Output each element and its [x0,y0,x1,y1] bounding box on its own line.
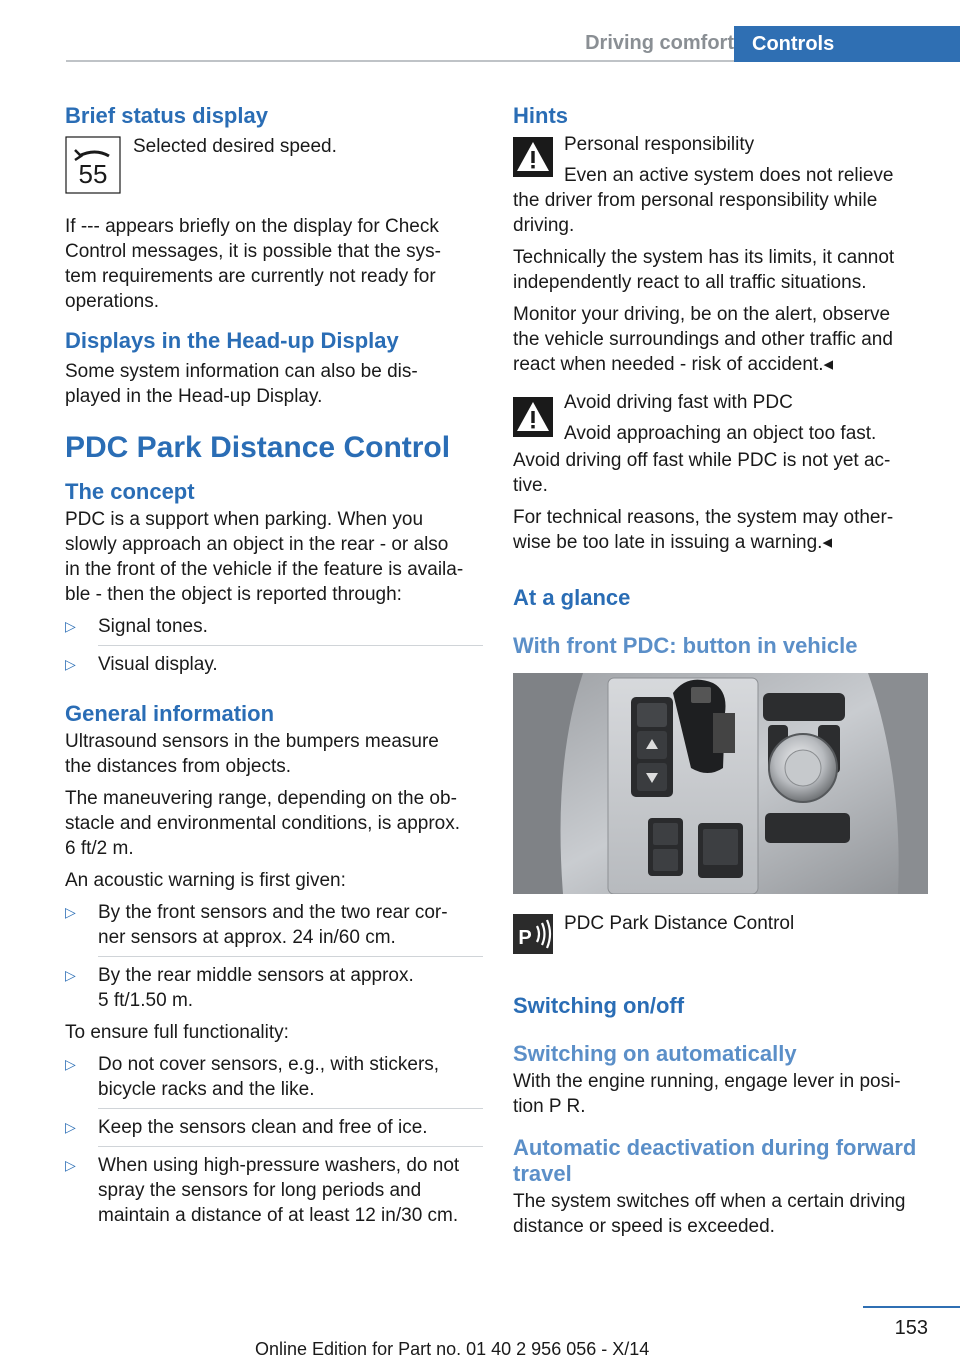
speed-display-value: 55 [78,159,108,189]
warning-triangle-icon [513,397,553,446]
triangle-bullet-icon: ▷ [65,1056,76,1072]
page-number: 153 [894,1317,928,1339]
list-divider [98,956,483,957]
text-line: 6 ft/2 m. [65,838,134,859]
hint1-p3 [513,302,931,377]
pdc-title: PDC Park Distance Control [65,431,451,464]
text-line: spray the sensors for long periods and [98,1180,422,1201]
text-line: operations. [65,291,160,312]
pdc-button-label: PDC Park Distance Control [564,913,795,934]
hint1-row [513,134,931,188]
pdc-button-row [513,914,931,959]
hint2-head [564,390,876,446]
list-item-text [98,900,448,950]
svg-text:P: P [518,927,532,949]
text-line: bicycle racks and the like. [98,1079,315,1100]
hint2-title: Avoid driving fast with PDC [564,392,793,413]
hint1-p2 [513,245,931,295]
text-line: Ultrasound sensors in the bumpers measure [65,731,439,752]
text-line: By the front sensors and the two rear cor‐ [98,902,448,923]
ensure-list [65,1052,483,1228]
text-line: PDC is a support when parking. When you [65,509,424,530]
text-line: Automatic deactivation during forward [513,1135,917,1160]
concept-title: The concept [65,479,195,504]
list-divider [98,1108,483,1109]
left-column [65,100,483,1228]
text-line: driving. [513,215,575,236]
footer-rule [863,1306,960,1308]
header-section: Driving comfort [585,32,734,54]
text-line: slowly approach an object in the rear - or also [65,534,449,555]
text-line: distance or speed is exceeded. [513,1216,775,1237]
text-line: When using high-pressure washers, do not [98,1155,460,1176]
list-divider [98,1146,483,1147]
list-item-text [98,1153,459,1228]
text-line: wise be too late in issuing a warning.◂ [513,532,832,553]
right-column [513,100,931,1239]
text-line: Avoid approaching an object too fast. [564,423,877,444]
text-line: Even an active system does not relieve [564,165,894,186]
acoustic-list [65,900,483,1013]
text-line: stacle and environmental conditions, is approx. [65,813,461,834]
text-line: the distances from objects. [65,756,291,777]
text-line: The system switches off when a certain driving [513,1191,906,1212]
page-header [66,26,960,62]
list-item-text: Visual display. [98,654,218,675]
text-line: maintain a distance of at least 12 in/30 cm. [98,1205,459,1226]
hint1-title: Personal responsibility [564,134,755,155]
list-item [65,614,483,639]
concept-text [65,507,483,607]
check-control-text [65,214,483,314]
auto-on-title: Switching on automatically [513,1041,797,1066]
list-item [65,900,483,950]
triangle-bullet-icon: ▷ [65,1157,76,1173]
warning-triangle-icon [513,137,553,188]
triangle-bullet-icon: ▷ [65,904,76,920]
brief-status-desc: Selected desired speed. [133,136,337,157]
concept-list [65,614,483,677]
brief-status-title: Brief status display [65,103,268,128]
text-line: Some system information can also be dis‐ [65,361,418,382]
triangle-bullet-icon: ▷ [65,618,76,634]
text-line: 5 ft/1.50 m. [98,990,194,1011]
brief-status-row [65,136,483,199]
list-item [65,1052,483,1102]
hud-title: Displays in the Head-up Display [65,328,399,353]
list-item-text: Signal tones. [98,616,208,637]
list-item [65,1115,483,1140]
pdc-button-icon [513,914,553,959]
list-item [65,1153,483,1228]
auto-off-title [513,1135,931,1187]
speed-display-icon [65,136,121,199]
text-line: the driver from personal responsibility while [513,190,878,211]
switch-title: Switching on/off [513,993,685,1018]
text-line: Technically the system has its limits, it cannot [513,247,895,268]
list-divider [98,645,483,646]
text-line: ble - then the object is reported through: [65,584,402,605]
text-line: Do not cover sensors, e.g., with stickers, [98,1054,440,1075]
center-console-photo [513,673,928,894]
hints-title: Hints [513,103,568,128]
list-item [65,963,483,1013]
text-line: played in the Head-up Display. [65,386,323,407]
text-line: The maneuvering range, depending on the ob‐ [65,788,457,809]
edition-footer: Online Edition for Part no. 01 40 2 956 056 - X/14 [255,1339,650,1359]
hint1-head [564,132,894,188]
triangle-bullet-icon: ▷ [65,967,76,983]
hint2-p1 [513,448,931,498]
auto-on-text [513,1069,931,1119]
list-item-text [98,1052,439,1102]
hint2-p2 [513,505,931,555]
list-item-text: Keep the sensors clean and free of ice. [98,1117,428,1138]
glance-title: At a glance [513,585,631,610]
text-line: tion P R. [513,1096,586,1117]
header-tab-controls: Controls [734,26,960,62]
text-line: independently react to all traffic situations. [513,272,867,293]
auto-off-text [513,1189,931,1239]
text-line: tive. [513,475,548,496]
text-line: With the engine running, engage lever in posi‐ [513,1071,901,1092]
text-line: If --- appears briefly on the display for Check [65,216,439,237]
range-text [65,786,483,861]
ensure-intro: To ensure full functionality: [65,1022,289,1043]
list-item-text [98,963,414,1013]
general-title: General information [65,701,275,726]
text-line: ner sensors at approx. 24 in/60 cm. [98,927,396,948]
text-line: tem requirements are currently not ready for [65,266,436,287]
triangle-bullet-icon: ▷ [65,1119,76,1135]
text-line: in the front of the vehicle if the feature is availa‐ [65,559,464,580]
text-line: By the rear middle sensors at approx. [98,965,414,986]
triangle-bullet-icon: ▷ [65,656,76,672]
text-line: travel [513,1161,572,1186]
general-text [65,729,483,779]
hint2-row [513,392,931,446]
text-line: the vehicle surroundings and other traffic and [513,329,893,350]
text-line: Avoid driving off fast while PDC is not yet ac‐ [513,450,891,471]
text-line: Control messages, it is possible that the sys‐ [65,241,441,262]
text-line: For technical reasons, the system may other‐ [513,507,894,528]
acoustic-intro: An acoustic warning is first given: [65,870,346,891]
front-pdc-title: With front PDC: button in vehicle [513,633,858,658]
text-line: react when needed - risk of accident.◂ [513,354,834,375]
text-line: Monitor your driving, be on the alert, observe [513,304,891,325]
list-item [65,652,483,677]
